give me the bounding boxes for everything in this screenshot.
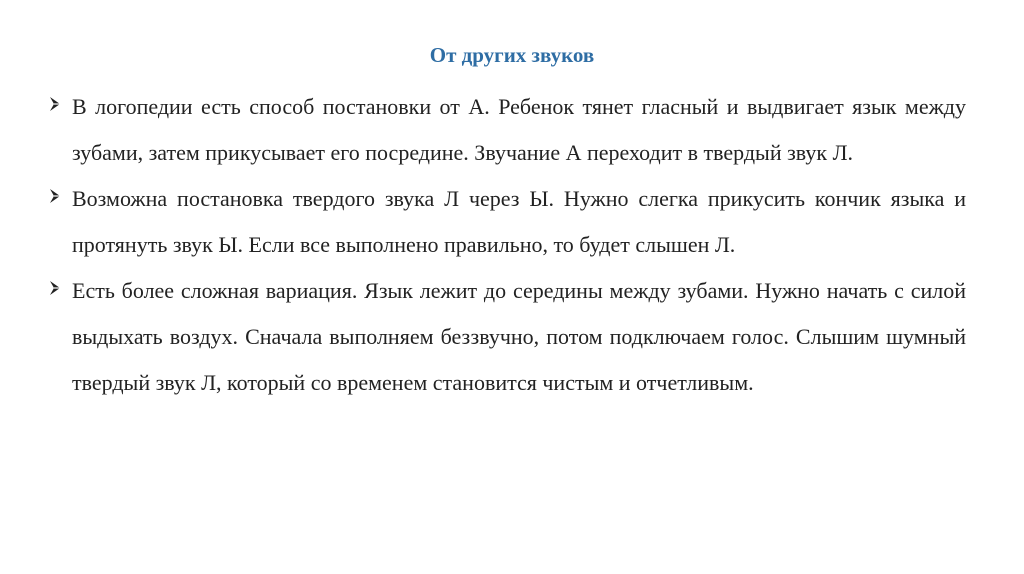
bullet-list (48, 84, 966, 406)
arrow-check-bullet-icon (48, 186, 66, 206)
bullet-text: Есть более сложная вариация. Язык лежит до середины между зубами. Нужно начать с силой выдыхать воздух. Сначала выполняем беззвучно, потом подключаем голос. Слышим шумный твердый звук Л, который со временем становится чистым и отчетливым. (72, 278, 966, 395)
bullet-item (48, 84, 966, 176)
slide-title: От других звуков (429, 43, 595, 67)
bullet-item (48, 268, 966, 406)
arrow-check-bullet-icon (48, 278, 66, 298)
bullet-text: В логопедии есть способ постановки от А. Ребенок тянет гласный и выдвигает язык между зубами, затем прикусывает его посредине. Звучание А переходит в твердый звук Л. (72, 94, 966, 165)
bullet-text: Возможна постановка твердого звука Л через Ы. Нужно слегка прикусить кончик языка и протянуть звук Ы. Если все выполнено правильно, то будет слышен Л. (72, 186, 966, 257)
arrow-check-bullet-icon (48, 94, 66, 114)
bullet-item (48, 176, 966, 268)
